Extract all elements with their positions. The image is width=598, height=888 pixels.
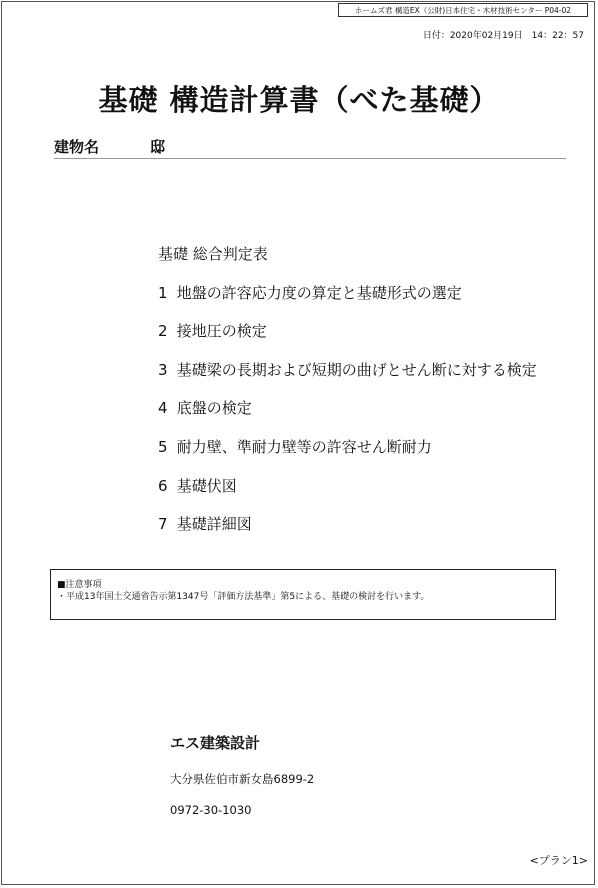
building-name-value: 邸 — [150, 138, 166, 156]
print-date: 日付：2020年02月19日 14：22：57 — [422, 31, 584, 41]
toc-text: 底盤の検定 — [176, 399, 252, 418]
building-name-label: 建物名 — [54, 138, 100, 156]
toc-text: 基礎伏図 — [176, 476, 237, 495]
toc-number: 3 — [158, 360, 168, 379]
notice-box — [50, 569, 556, 620]
toc-number: 5 — [158, 437, 168, 456]
company-name: エス建築設計 — [170, 734, 261, 752]
toc-text: 基礎梁の長期および短期の曲げとせん断に対する検定 — [176, 360, 537, 379]
company-address: 大分県佐伯市新女島6899-2 — [170, 772, 315, 786]
toc-item — [158, 320, 537, 359]
toc-item — [158, 397, 537, 436]
toc-item — [158, 359, 537, 398]
toc-number: 7 — [158, 515, 168, 534]
toc-number: 2 — [158, 322, 168, 341]
toc-number: 6 — [158, 476, 168, 495]
plan-label: <プラン1> — [529, 854, 588, 867]
notice-text: ・平成13年国土交通省告示第1347号「評価方法基準」第5による、基礎の検討を行います。 — [57, 592, 430, 602]
toc-number: 4 — [158, 399, 168, 418]
toc-text: 耐力壁、準耐力壁等の許容せん断耐力 — [176, 437, 432, 456]
toc-item — [158, 243, 537, 282]
toc-item — [158, 475, 537, 514]
toc-text: 接地圧の検定 — [176, 322, 267, 341]
software-label: ホームズ君 構造EX（公財)日本住宅・木材技術センター P04-02 — [338, 3, 588, 17]
building-name-row — [54, 136, 566, 159]
toc-text: 地盤の許容応力度の算定と基礎形式の選定 — [176, 283, 462, 302]
table-of-contents — [158, 243, 537, 552]
toc-item — [158, 282, 537, 321]
company-phone: 0972-30-1030 — [170, 803, 252, 817]
toc-item — [158, 513, 537, 552]
document-title: 基礎 構造計算書（べた基礎） — [98, 83, 500, 117]
toc-text: 基礎 総合判定表 — [158, 245, 268, 263]
toc-number: 1 — [158, 283, 168, 302]
toc-text: 基礎詳細図 — [176, 515, 252, 534]
toc-item — [158, 436, 537, 475]
notice-heading: ■注意事項 — [57, 580, 102, 590]
